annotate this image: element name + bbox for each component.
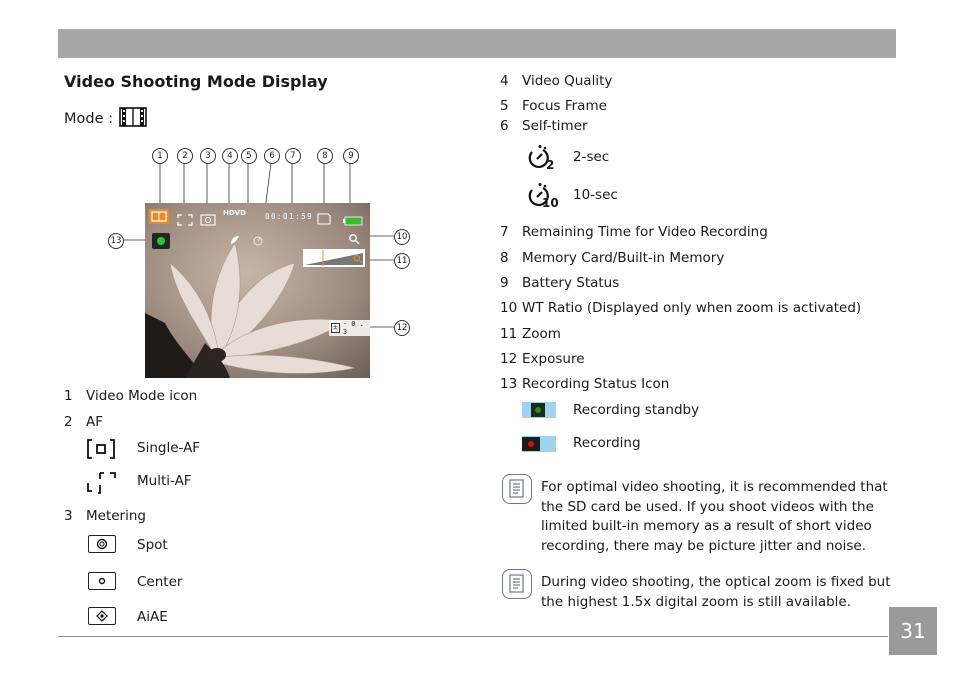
list-label-recording-status: Recording Status Icon [522, 376, 670, 392]
single-af-icon [86, 438, 116, 464]
list-number-13: 13 [500, 376, 518, 392]
aiae-metering-icon [88, 607, 116, 625]
mode-label: Mode : [64, 111, 114, 127]
list-number-8: 8 [500, 250, 509, 266]
self-timer-2sec-icon: 2 [526, 144, 560, 176]
battery-icon [343, 211, 363, 230]
metering-indicator-icon [200, 211, 216, 230]
exposure-indicator [329, 320, 370, 336]
list-number-6: 6 [500, 118, 509, 134]
list-number-3: 3 [64, 508, 73, 524]
zoom-ratio-icon [348, 230, 360, 249]
center-metering-icon [88, 572, 116, 590]
list-number-12: 12 [500, 351, 518, 367]
focus-frame-icon [177, 211, 193, 230]
callout-12: 12 [394, 320, 410, 336]
list-label-wt-ratio: WT Ratio (Displayed only when zoom is activated) [522, 300, 862, 316]
callout-2: 2 [177, 148, 193, 164]
recording-icon [522, 436, 556, 452]
video-quality-indicator: HDVD [223, 209, 246, 217]
recording-standby-label: Recording standby [573, 402, 700, 418]
list-label-metering: Metering [86, 508, 146, 524]
callout-8: 8 [317, 148, 333, 164]
multi-af-label: Multi-AF [137, 473, 192, 489]
multi-af-icon [86, 471, 120, 499]
list-number-7: 7 [500, 224, 509, 240]
exposure-icon: ± [332, 324, 338, 331]
list-number-9: 9 [500, 275, 509, 291]
list-label-video-quality: Video Quality [522, 73, 613, 89]
list-label-battery: Battery Status [522, 275, 620, 291]
self-timer-10sec-label: 10-sec [573, 187, 618, 203]
list-number-5: 5 [500, 98, 509, 114]
aiae-label: AiAE [137, 609, 168, 625]
video-mode-indicator-icon [149, 209, 169, 224]
note-text-1: For optimal video shooting, it is recommended that the SD card be used. If you shoot videos with the limited built-in memory as a result of short video recording, there may be picture jitter and noise. [541, 479, 888, 554]
callout-3: 3 [200, 148, 216, 164]
callout-1: 1 [152, 148, 168, 164]
callout-7: 7 [285, 148, 301, 164]
page-number: 31 [889, 607, 937, 655]
list-label-self-timer: Self-timer [522, 118, 588, 134]
list-number-4: 4 [500, 73, 509, 89]
callout-4: 4 [222, 148, 238, 164]
callout-11: 11 [394, 253, 410, 269]
list-label-focus-frame: Focus Frame [522, 98, 607, 114]
list-label-zoom: Zoom [522, 326, 561, 342]
list-label-memory: Memory Card/Built-in Memory [522, 250, 725, 266]
recording-standby-icon [522, 402, 556, 418]
self-timer-10sec-icon: 10 [526, 182, 560, 214]
callout-13: 13 [108, 233, 124, 249]
focus-mode-icon [229, 231, 241, 250]
camera-preview-screen [145, 203, 370, 378]
zoom-magnifier-icon [353, 249, 363, 268]
list-label-af: AF [86, 414, 104, 430]
callout-5: 5 [241, 148, 257, 164]
list-label-video-mode-icon: Video Mode icon [86, 388, 198, 404]
list-number-1: 1 [64, 388, 73, 404]
section-heading: Video Shooting Mode Display [64, 72, 328, 91]
note-icon [502, 569, 532, 599]
list-number-11: 11 [500, 326, 518, 342]
list-label-exposure: Exposure [522, 351, 585, 367]
recording-label: Recording [573, 435, 641, 451]
remaining-time-readout: 00:01:59 [265, 212, 314, 221]
exposure-value: - 0 . 3 [342, 320, 364, 336]
single-af-label: Single-AF [137, 440, 201, 456]
callout-6: 6 [264, 148, 280, 164]
spot-label: Spot [137, 537, 168, 553]
self-timer-2sec-label: 2-sec [573, 149, 610, 165]
spot-metering-icon [88, 535, 116, 553]
center-label: Center [137, 574, 183, 590]
list-label-remaining-time: Remaining Time for Video Recording [522, 224, 768, 240]
self-timer-indicator-icon [252, 231, 264, 250]
list-number-2: 2 [64, 414, 73, 430]
callout-10: 10 [394, 229, 410, 245]
list-number-10: 10 [500, 300, 518, 316]
note-text-2: During video shooting, the optical zoom is fixed but the highest 1.5x digital zoom is still available. [541, 574, 891, 610]
footer-divider [58, 636, 888, 637]
memory-card-icon [317, 210, 331, 229]
recording-status-icon [152, 233, 170, 249]
note-icon [502, 474, 532, 504]
callout-9: 9 [343, 148, 359, 164]
